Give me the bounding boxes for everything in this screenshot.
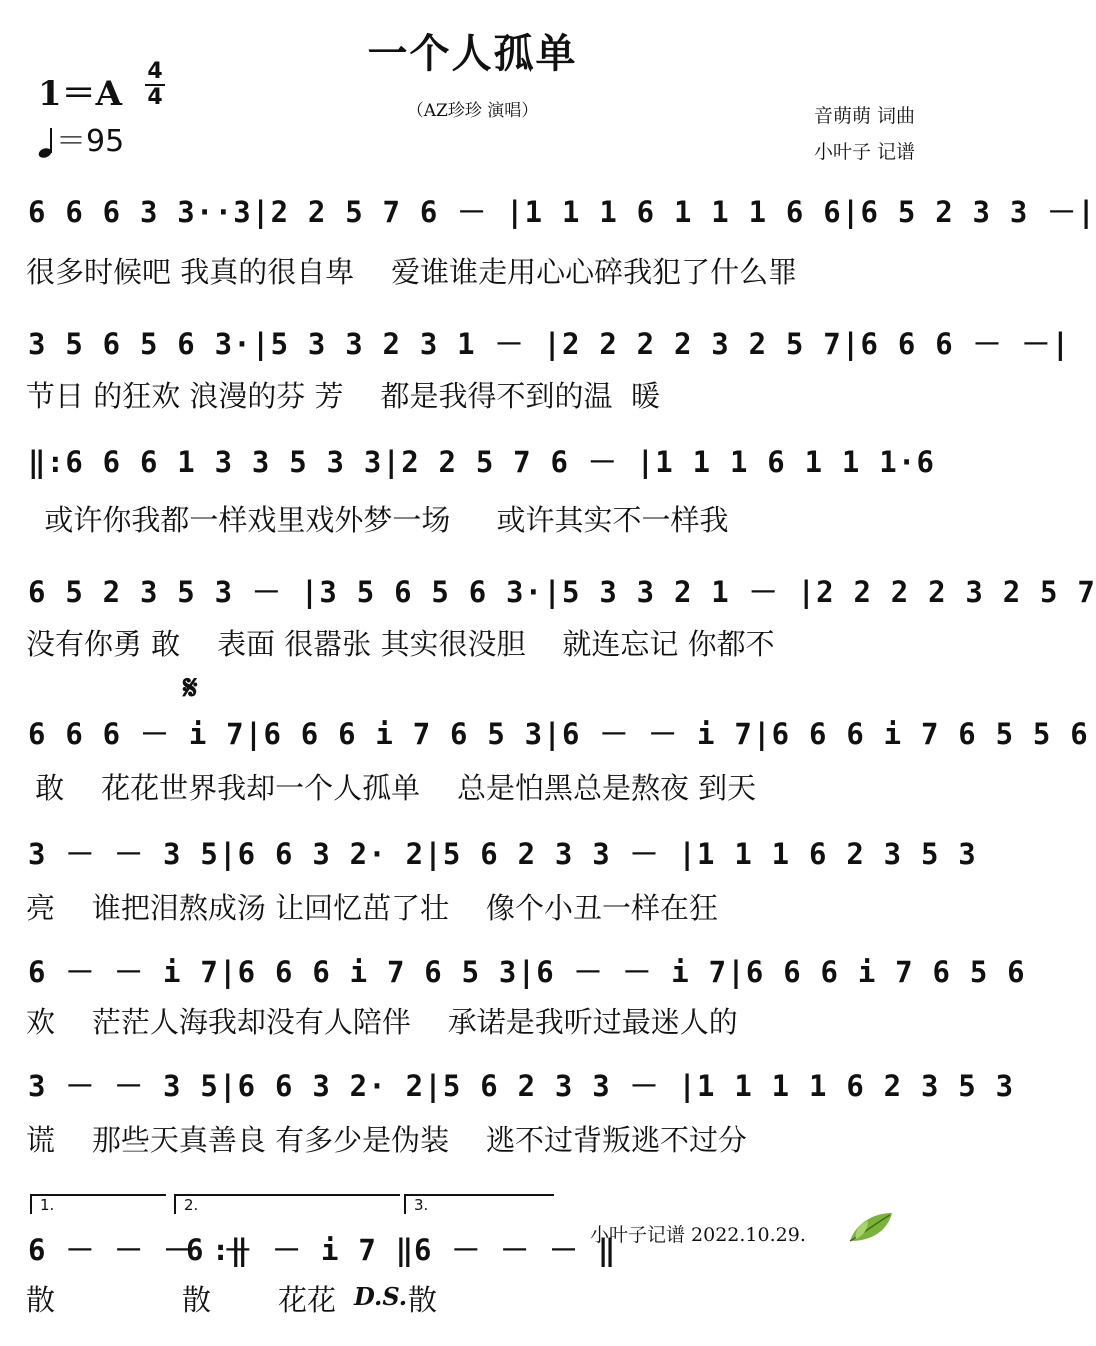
time-signature-top: 4 <box>147 59 163 84</box>
notation-line: 6 6 6 － i 7|6 6 6 i 7 6 5 3|6 － － i 7|6 6 6 i 7 6 5 5 6 <box>28 717 1089 751</box>
ending-1-notes: 6 － － － :‖ <box>28 1233 250 1267</box>
segno-sign: 𝄋 <box>183 668 198 708</box>
lyric-line: 节日 的狂欢 浪漫的芬 芳 都是我得不到的温 暖 <box>26 379 660 413</box>
lyric-line: 很多时候吧 我真的很自卑 爱谁谁走用心心碎我犯了什么罪 <box>26 255 798 289</box>
lyric-line: 谎 那些天真善良 有多少是伪装 逃不过背叛逃不过分 <box>26 1123 747 1157</box>
lyric-line: 欢 茫茫人海我却没有人陪伴 承诺是我听过最迷人的 <box>26 1005 738 1039</box>
lyric-line: 或许你我都一样戏里戏外梦一场 或许其实不一样我 <box>26 503 729 537</box>
dal-segno-marking: D.S. <box>354 1282 408 1311</box>
transcriber-credit: 小叶子 记谱 <box>813 141 915 163</box>
key-signature: 1＝A <box>38 74 123 114</box>
performer-subtitle: （AZ珍珍 演唱） <box>406 101 539 121</box>
notation-line: 6 － － i 7|6 6 6 i 7 6 5 3|6 － － i 7|6 6 6 i 7 6 5 6 <box>28 955 1026 989</box>
ending-1-lyric: 散 <box>26 1283 56 1317</box>
ending-2-lyric-b: 花花 <box>278 1283 337 1317</box>
volta-2-label: 2. <box>184 1196 199 1214</box>
time-signature-bottom: 4 <box>147 85 163 110</box>
tempo-value: ＝95 <box>56 124 125 159</box>
volta-3-label: 3. <box>414 1196 429 1214</box>
volta-2-bracket <box>174 1194 400 1214</box>
transcriber-signature: 小叶子记谱 2022.10.29. <box>590 1224 806 1246</box>
page-title: 一个人孤单 <box>367 31 578 77</box>
volta-1-label: 1. <box>40 1196 55 1214</box>
volta-1-bracket <box>30 1194 166 1214</box>
credits <box>770 98 915 170</box>
ending-2-lyric-c: 散 <box>408 1283 438 1317</box>
leaf-icon <box>846 1209 896 1245</box>
notation-line: 3 － － 3 5|6 6 3 2· 2|5 6 2 3 3 － |1 1 1 1 6 2 3 5 3 <box>28 1069 1015 1103</box>
ending-2-notes: 6 － － i 7 ‖ <box>186 1233 415 1267</box>
composer-credit: 音萌萌 词曲 <box>813 105 915 127</box>
notation-line: ‖:6 6 6 1 3 3 5 3 3|2 2 5 7 6 － |1 1 1 6 1 1 1·6 <box>28 445 936 479</box>
volta-3-bracket <box>404 1194 554 1214</box>
ending-3-notes: 6 － － － ‖ <box>414 1233 617 1267</box>
quarter-note-icon <box>38 126 56 160</box>
lyric-line: 敢 花花世界我却一个人孤单 总是怕黑总是熬夜 到天 <box>26 771 757 805</box>
notation-line: 6 6 6 3 3··3|2 2 5 7 6 － |1 1 1 6 1 1 1 6 6|6 5 2 3 3 －| <box>28 195 1096 229</box>
notation-line: 6 5 2 3 5 3 － |3 5 6 5 6 3·|5 3 3 2 1 － |2 2 2 2 3 2 5 7 <box>28 575 1096 609</box>
ending-2-lyric: 散 <box>182 1283 212 1317</box>
time-signature <box>143 60 167 110</box>
lyric-line: 没有你勇 敢 表面 很嚣张 其实很没胆 就连忘记 你都不 <box>26 627 775 661</box>
tempo-marking <box>38 116 124 160</box>
notation-line: 3 － － 3 5|6 6 3 2· 2|5 6 2 3 3 － |1 1 1 6 2 3 5 3 <box>28 837 977 871</box>
lyric-line: 亮 谁把泪熬成汤 让回忆茁了壮 像个小丑一样在狂 <box>26 891 718 925</box>
notation-line: 3 5 6 5 6 3·|5 3 3 2 3 1 － |2 2 2 2 3 2 5 7|6 6 6 － －| <box>28 327 1071 361</box>
